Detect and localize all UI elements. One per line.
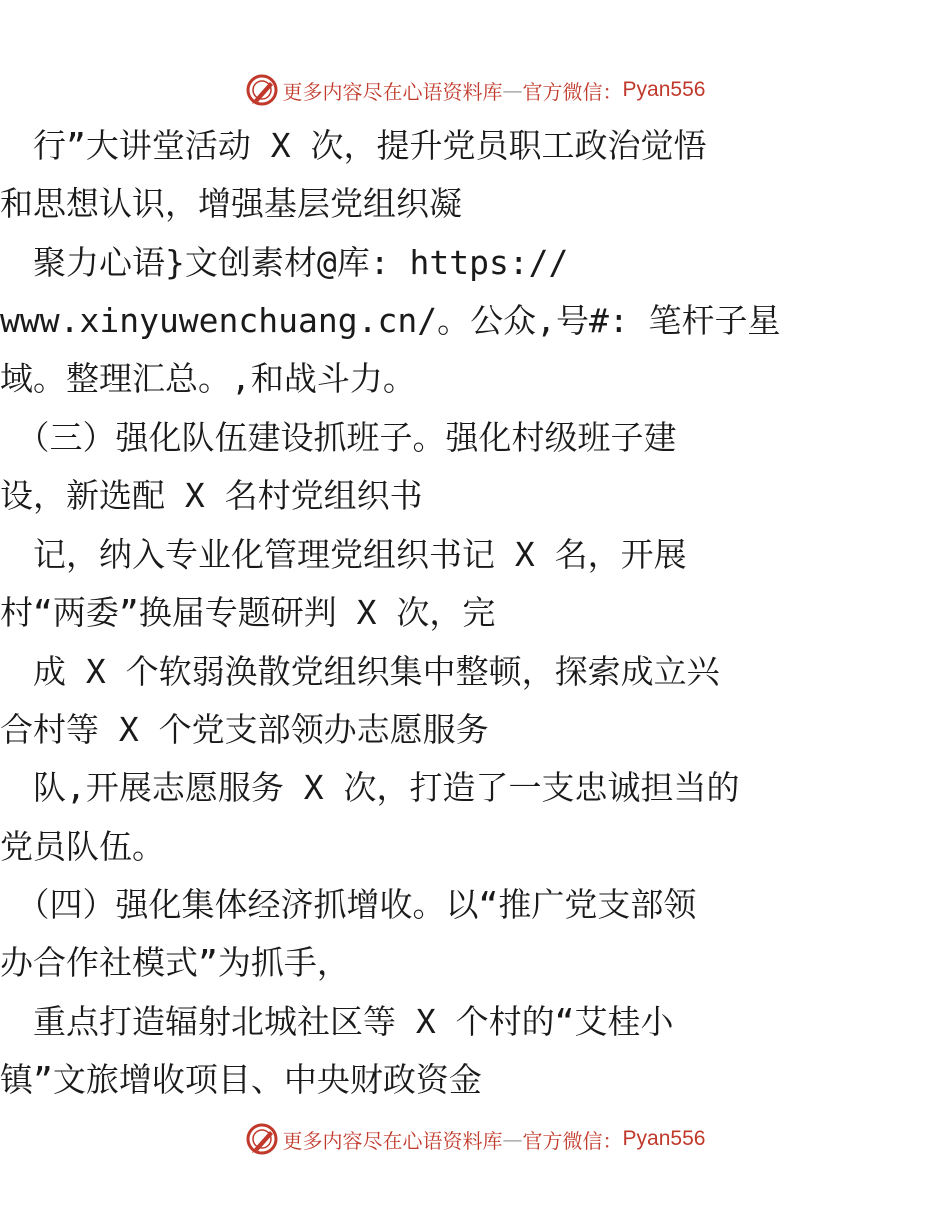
- body-line: 和思想认识，增强基层党组织凝: [0, 184, 462, 223]
- body-line: （四）强化集体经济抓增收。以“推广党支部领: [0, 885, 697, 924]
- header-watermark: [0, 70, 950, 110]
- body-line: 队,开展志愿服务 X 次，打造了一支忠诚担当的: [0, 768, 740, 807]
- body-line: 成 X 个软弱涣散党组织集中整顿，探索成立兴: [0, 652, 720, 691]
- body-line: 合村等 X 个党支部领办志愿服务: [0, 710, 489, 749]
- body-line: 村“两委”换届专题研判 X 次，完: [0, 593, 496, 632]
- body-line: 记，纳入专业化管理党组织书记 X 名，开展: [0, 535, 687, 574]
- watermark-wechat-label: 官方微信：: [522, 79, 623, 104]
- body-line: 设，新选配 X 名村党组织书: [0, 476, 423, 515]
- watermark-main-text: 更多内容尽在心语资料库: [282, 79, 503, 104]
- body-line: （三）强化队伍建设抓班子。强化村级班子建: [0, 418, 677, 457]
- body-line: 行”大讲堂活动 X 次，提升党员职工政治觉悟: [0, 126, 707, 165]
- body-line: 镇”文旅增收项目、中央财政资金: [0, 1060, 482, 1099]
- pen-nib-logo-icon: [245, 73, 279, 107]
- body-line: 聚力心语}文创素材@库: https://: [0, 243, 569, 282]
- body-line: 党员队伍。: [0, 827, 165, 866]
- body-line: 域。整理汇总。,和战斗力。: [0, 359, 416, 398]
- watermark-wechat-label: 官方微信：: [522, 1128, 623, 1153]
- watermark-wechat-id: Pyan556: [622, 78, 706, 101]
- pen-nib-logo-icon: [245, 1122, 279, 1156]
- watermark-separator: —: [502, 78, 523, 102]
- body-line: 办合作社模式”为抓手，: [0, 943, 350, 982]
- body-line: 重点打造辐射北城社区等 X 个村的“艾桂小: [0, 1002, 674, 1041]
- watermark-main-text: 更多内容尽在心语资料库: [282, 1128, 503, 1153]
- body-line: www.xinyuwenchuang.cn/。公众,号#: 笔杆子星: [0, 301, 781, 340]
- footer-watermark: [0, 1119, 950, 1159]
- watermark-separator: —: [502, 1127, 523, 1151]
- watermark-wechat-id: Pyan556: [622, 1127, 706, 1150]
